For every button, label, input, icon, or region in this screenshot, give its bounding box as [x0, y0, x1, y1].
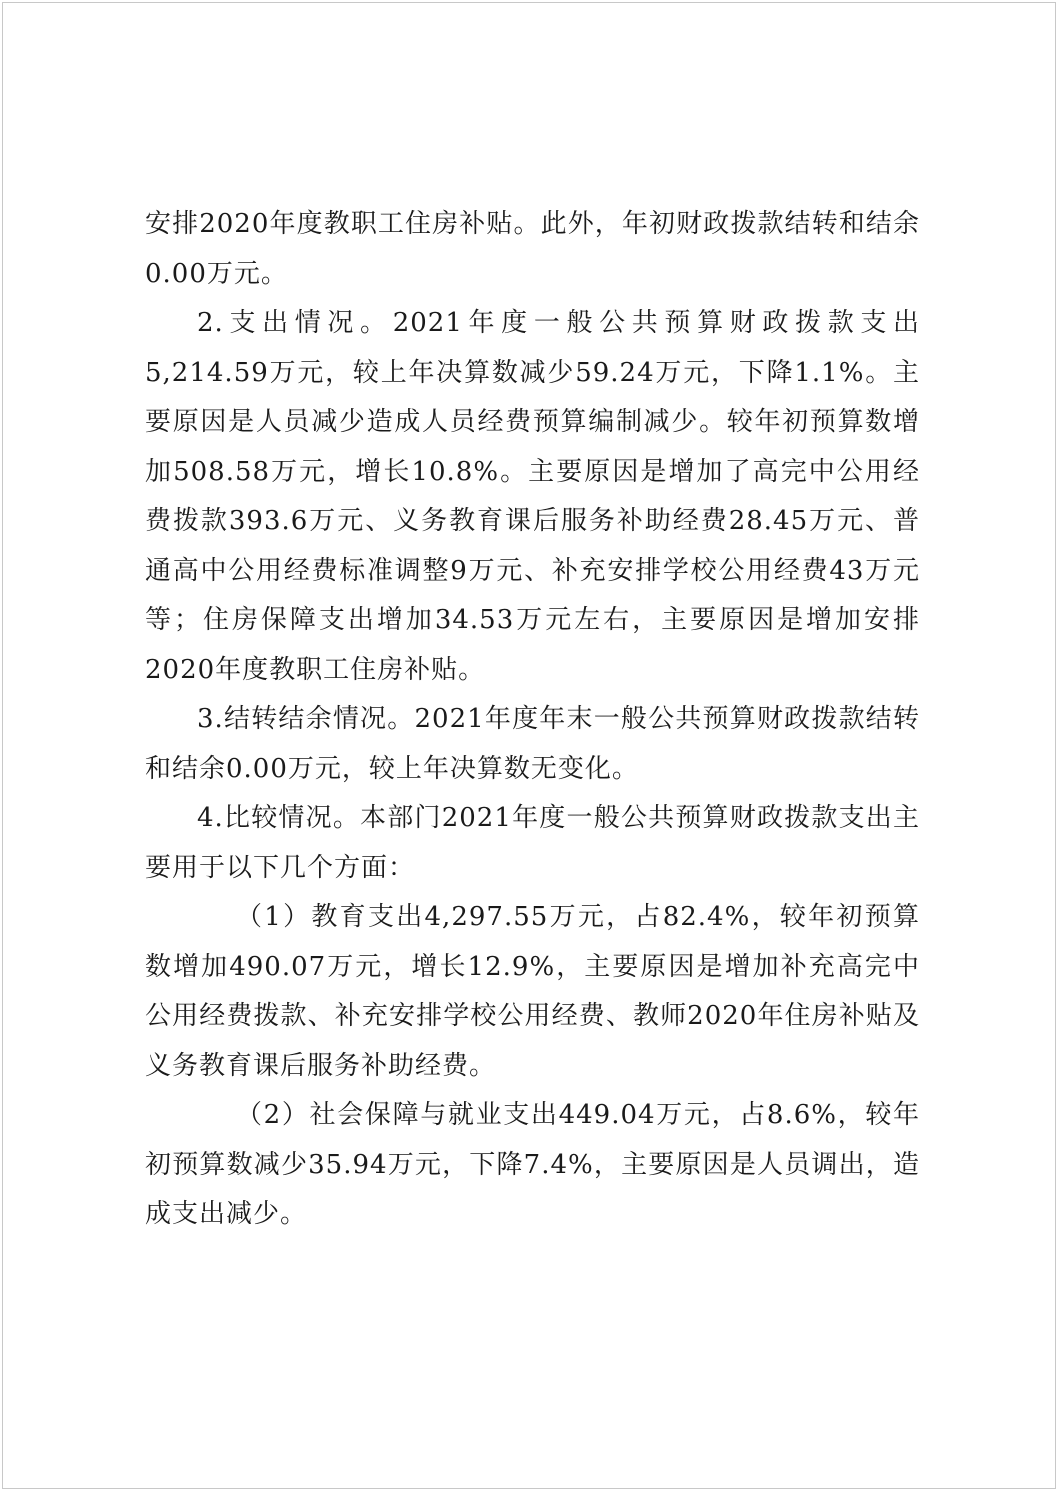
paragraph-carryover: 3.结转结余情况。2021年度年末一般公共预算财政拨款结转和结余0.00万元，较上年决算数无变化。	[145, 704, 920, 784]
paragraph-social-security-expenditure: （2）社会保障与就业支出449.04万元，占8.6%，较年初预算数减少35.94万元，下降7.4%，主要原因是人员调出，造成支出减少。	[145, 1100, 920, 1229]
paragraph-education-expenditure: （1）教育支出4,297.55万元，占82.4%，较年初预算数增加490.07万元，增长12.9%，主要原因是增加补充高完中公用经费拨款、补充安排学校公用经费、教师2020年住房补贴及义务教育课后服务补助经费。	[145, 902, 920, 1081]
document-page	[2, 2, 1056, 1489]
document-body	[145, 200, 920, 1240]
paragraph-housing-subsidy-continued: 安排2020年度教职工住房补贴。此外，年初财政拨款结转和结余0.00万元。	[145, 209, 920, 289]
paragraph-comparison: 4.比较情况。本部门2021年度一般公共预算财政拨款支出主要用于以下几个方面：	[145, 803, 920, 883]
paragraph-expenditure: 2.支出情况。2021年度一般公共预算财政拨款支出5,214.59万元，较上年决算数减少59.24万元，下降1.1%。主要原因是人员减少造成人员经费预算编制减少。较年初预算数增加508.58万元，增长10.8%。主要原因是增加了高完中公用经费拨款393.6万元、义务教育课后服务补助经费28.45万元、普通高中公用经费标准调整9万元、补充安排学校公用经费43万元等；住房保障支出增加34.53万元左右，主要原因是增加安排2020年度教职工住房补贴。	[145, 308, 920, 685]
